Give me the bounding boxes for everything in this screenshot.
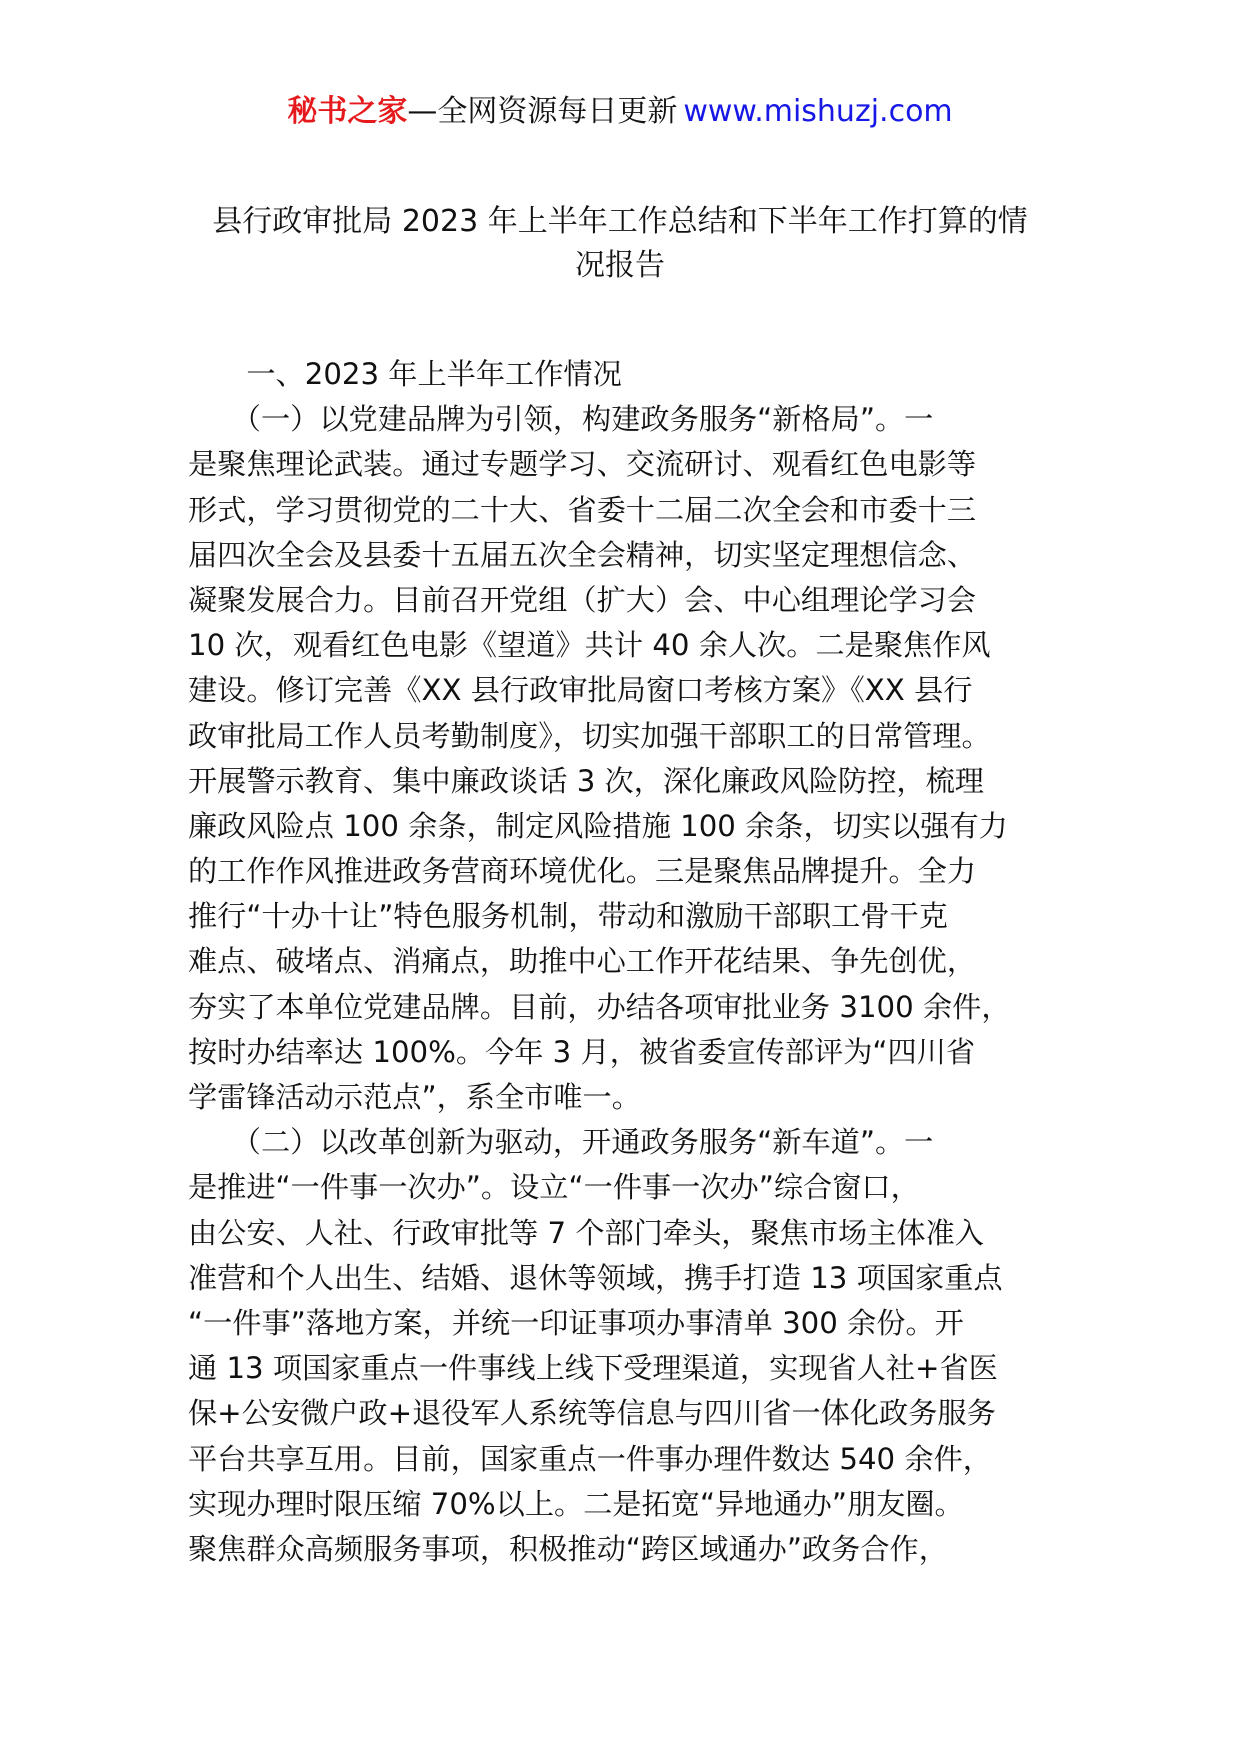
body-line: 通 13 项国家重点一件事线上线下受理渠道，实现省人社+省医 — [188, 1351, 998, 1386]
body-line: 准营和个人出生、结婚、退休等领域，携手打造 13 项国家重点 — [188, 1260, 1003, 1295]
body-line: 平台共享互用。目前，国家重点一件事办理件数达 540 余件， — [188, 1441, 992, 1476]
body-line: 凝聚发展合力。目前召开党组（扩大）会、中心组理论学习会 — [188, 582, 977, 617]
body-line: “一件事”落地方案，并统一印证事项办事清单 300 余份。开 — [188, 1305, 964, 1340]
body-line: 是推进“一件事一次办”。设立“一件事一次办”综合窗口， — [188, 1170, 920, 1205]
body-line: 保+公安微户政+退役军人系统等信息与四川省一体化政务服务 — [188, 1396, 996, 1431]
body-line: 10 次，观看红色电影《望道》共计 40 余人次。二是聚焦作风 — [188, 628, 991, 663]
body-line: 廉政风险点 100 余条，制定风险措施 100 余条，切实以强有力 — [188, 808, 1008, 843]
body-line: 夯实了本单位党建品牌。目前，办结各项审批业务 3100 余件， — [188, 989, 1011, 1024]
body-line: 是聚焦理论武装。通过专题学习、交流研讨、观看红色电影等 — [188, 447, 977, 482]
body-line: 推行“十办十让”特色服务机制，带动和激励干部职工骨干克 — [188, 899, 948, 934]
body-line: 形式，学习贯彻党的二十大、省委十二届二次全会和市委十三 — [188, 492, 977, 527]
header-dash: — — [407, 94, 438, 129]
document-title — [180, 200, 1060, 288]
header-slogan: 全网资源每日更新 — [437, 94, 678, 129]
body-line: 实现办理时限压缩 70%以上。二是拓宽“异地通办”朋友圈。 — [188, 1486, 964, 1521]
body-line: （二）以改革创新为驱动，开通政务服务“新车道”。一 — [188, 1125, 934, 1160]
brand-name: 秘书之家 — [287, 94, 408, 129]
body-line: 一、2023 年上半年工作情况 — [188, 357, 622, 391]
body-line: 按时办结率达 100%。今年 3 月，被省委宣传部评为“四川省 — [188, 1034, 976, 1069]
body-line: 由公安、人社、行政审批等 7 个部门牵头，聚焦市场主体准入 — [188, 1215, 984, 1250]
site-header — [0, 92, 1240, 132]
body-line: 政审批局工作人员考勤制度》，切实加强干部职工的日常管理。 — [188, 718, 991, 753]
body-line: 届四次全会及县委十五届五次全会精神，切实坚定理想信念、 — [188, 537, 977, 572]
body-line: 开展警示教育、集中廉政谈话 3 次，深化廉政风险防控，梳理 — [188, 763, 984, 798]
site-url-link[interactable]: www.mishuzj.com — [683, 94, 953, 129]
body-line: 学雷锋活动示范点”，系全市唯一。 — [188, 1080, 641, 1114]
title-line-2: 况报告 — [575, 248, 665, 283]
document-body — [188, 352, 1078, 1572]
body-line: 建设。修订完善《XX 县行政审批局窗口考核方案》《XX 县行 — [188, 673, 973, 708]
body-line: （一）以党建品牌为引领，构建政务服务“新格局”。一 — [188, 402, 934, 437]
body-line: 难点、破堵点、消痛点，助推中心工作开花结果、争先创优， — [188, 944, 977, 979]
body-line: 聚焦群众高频服务事项，积极推动“跨区域通办”政务合作， — [188, 1531, 948, 1566]
title-line-1: 县行政审批局 2023 年上半年工作总结和下半年工作打算的情 — [212, 204, 1028, 239]
body-line: 的工作作风推进政务营商环境优化。三是聚焦品牌提升。全力 — [188, 854, 977, 889]
